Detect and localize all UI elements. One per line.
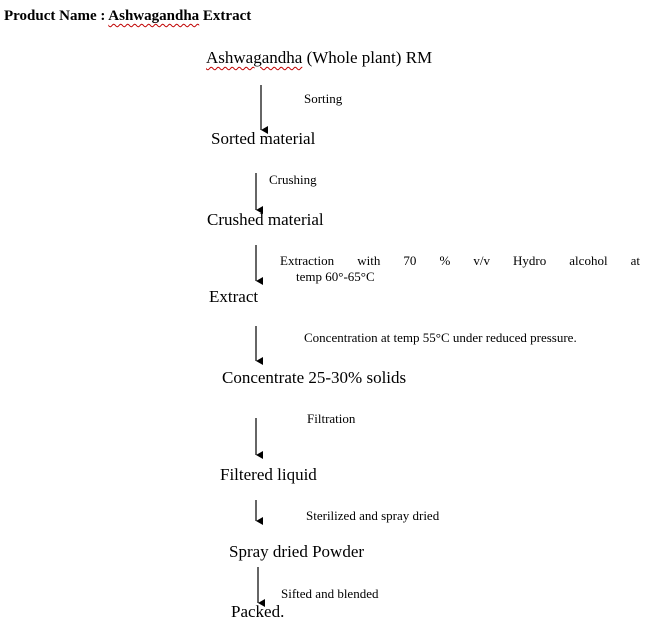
stage-sorted-material: Sorted material bbox=[211, 129, 316, 148]
step-extraction-line1: Extraction with 70 % v/v Hydro alcohol at bbox=[280, 253, 640, 268]
stage-raw-material-part2: (Whole plant) RM bbox=[302, 48, 433, 67]
step-concentration: Concentration at temp 55°C under reduced pressure. bbox=[304, 330, 577, 345]
step-extraction bbox=[280, 253, 640, 285]
product-name-part2: Extract bbox=[199, 8, 252, 24]
stage-crushed-material: Crushed material bbox=[207, 210, 324, 229]
step-crushing: Crushing bbox=[269, 172, 317, 187]
stage-extract: Extract bbox=[209, 287, 259, 306]
step-sorting: Sorting bbox=[304, 91, 343, 106]
stage-raw-material-part1: Ashwagandha bbox=[206, 48, 303, 67]
step-filtration: Filtration bbox=[307, 411, 356, 426]
step-sterilize-spray-dry: Sterilized and spray dried bbox=[306, 508, 440, 523]
stage-filtered-liquid: Filtered liquid bbox=[220, 465, 317, 484]
stage-concentrate: Concentrate 25-30% solids bbox=[222, 368, 407, 387]
product-title bbox=[4, 8, 251, 25]
step-extraction-line2: temp 60°-65°C bbox=[296, 269, 375, 284]
step-sift-blend: Sifted and blended bbox=[281, 586, 379, 601]
stage-raw-material bbox=[206, 48, 432, 68]
stage-packed: Packed. bbox=[231, 602, 285, 621]
product-label: Product Name : bbox=[4, 8, 109, 24]
stage-spray-dried-powder: Spray dried Powder bbox=[229, 542, 365, 561]
product-name-part1: Ashwagandha bbox=[108, 8, 200, 24]
